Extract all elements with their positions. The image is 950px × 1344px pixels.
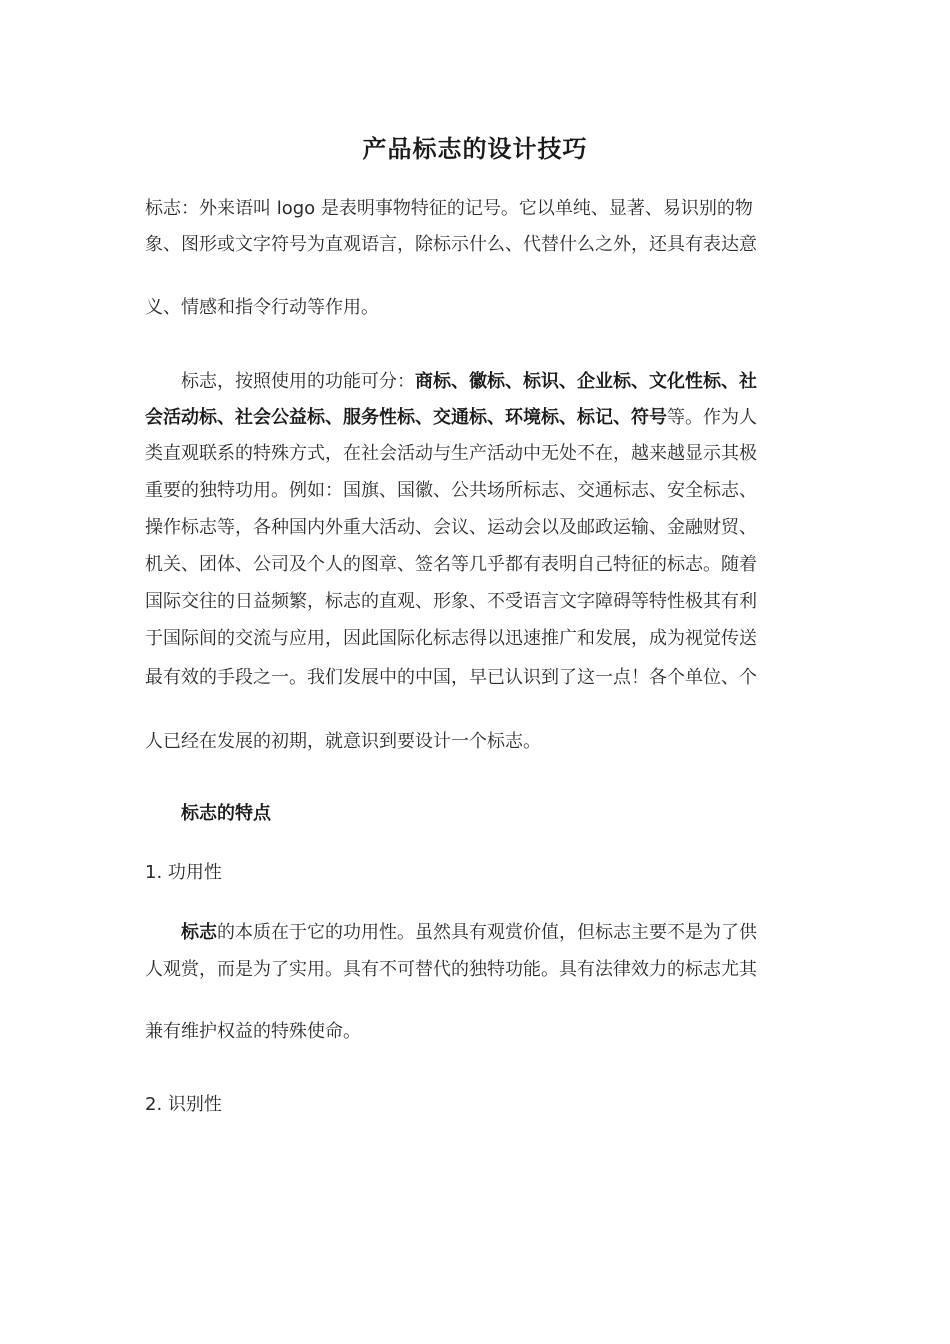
item1-line-3: 兼有维护权益的特殊使命。 [145,1021,361,1042]
section-heading-text: 标志的特点 [181,803,271,824]
para2-line-2-bold: 会活动标、社会公益标、服务性标、交通标、环境标、标记、符号 [145,407,667,428]
item1-line-1 [181,915,841,951]
para2-line-1 [181,364,841,400]
item1-heading: 1. 功用性 [145,862,222,883]
item2-heading: 2. 识别性 [145,1094,222,1115]
intro-line-3: 义、情感和指令行动等作用。 [145,297,379,318]
item1-line-1-bold: 标志 [181,922,217,943]
para2-line-8: 于国际间的交流与应用，因此国际化标志得以迅速推广和发展，成为视觉传送 [145,628,757,649]
para2-line-7: 国际交往的日益频繁，标志的直观、形象、不受语言文字障碍等特性极其有利 [145,591,757,612]
intro-line-1: 标志：外来语叫 logo 是表明事物特征的记号。它以单纯、显著、易识别的物 [145,198,753,219]
para2-line-3: 类直观联系的特殊方式，在社会活动与生产活动中无处不在，越来越显示其极 [145,443,757,464]
intro-line-2: 象、图形或文字符号为直观语言，除标示什么、代替什么之外，还具有表达意 [145,234,757,255]
para2-line-4: 重要的独特功用。例如：国旗、国徽、公共场所标志、交通标志、安全标志、 [145,480,757,501]
para2-line-10: 人已经在发展的初期，就意识到要设计一个标志。 [145,731,541,752]
para2-line-5: 操作标志等，各种国内外重大活动、会议、运动会以及邮政运输、金融财贸、 [145,517,757,538]
para2-line-1-text: 标志，按照使用的功能可分： [181,371,415,392]
section-heading [181,796,841,832]
document-title: 产品标志的设计技巧 [362,135,588,163]
para2-line-6: 机关、团体、公司及个人的图章、签名等几乎都有表明自己特征的标志。随着 [145,554,757,575]
item1-line-2: 人观赏，而是为了实用。具有不可替代的独特功能。具有法律效力的标志尤其 [145,959,757,980]
item1-line-1-text: 的本质在于它的功用性。虽然具有观赏价值，但标志主要不是为了供 [217,922,757,943]
para2-line-2 [145,400,805,436]
para2-line-9: 最有效的手段之一。我们发展中的中国，早已认识到了这一点！各个单位、个 [145,667,757,688]
para2-line-1-bold: 商标、徽标、标识、企业标、文化性标、社 [415,371,757,392]
para2-line-2-text: 等。作为人 [667,407,757,428]
